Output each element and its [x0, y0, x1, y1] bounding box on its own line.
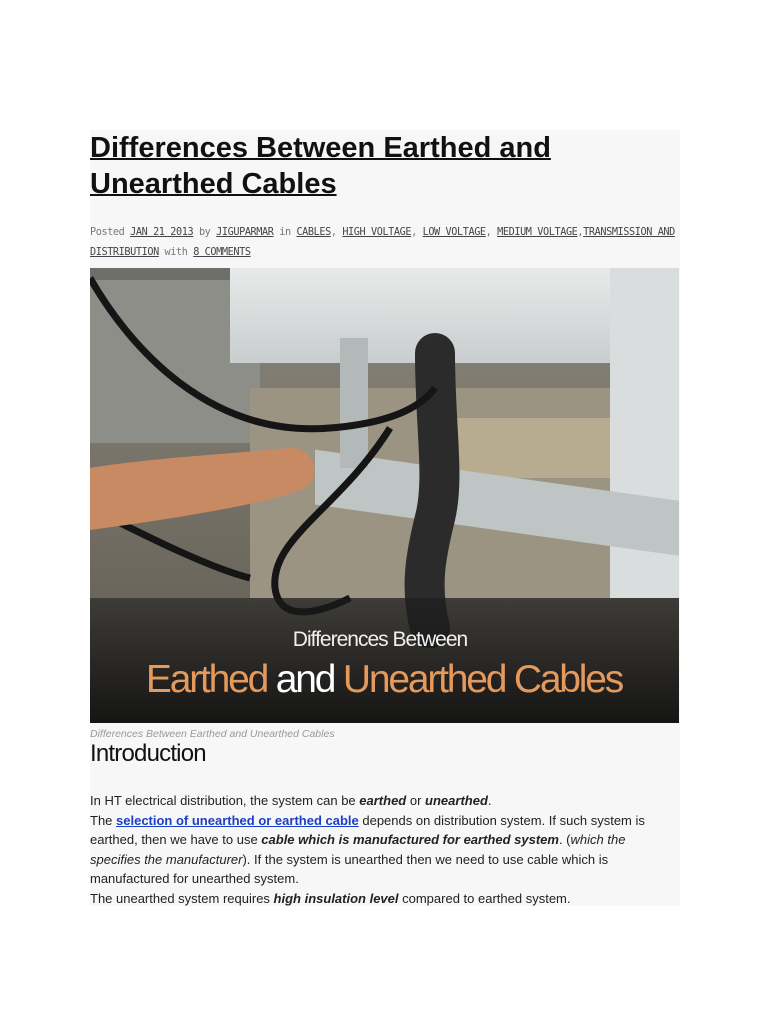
- with-label: with: [164, 247, 188, 258]
- article-body: [90, 791, 675, 908]
- hero-overlay-line1: Differences Between: [292, 628, 468, 651]
- svg-text:Earthed and Un: [146, 658, 624, 701]
- paragraph-1: In HT electrical distribution, the system can be earthed or unearthed.: [90, 793, 492, 808]
- selection-cable-link[interactable]: selection of unearthed or earthed cable: [116, 812, 359, 828]
- category-link-high-voltage[interactable]: HIGH VOLTAGE: [342, 227, 412, 238]
- hero-overlay-earthed: Earthed: [145, 658, 268, 701]
- category-link-medium-voltage[interactable]: MEDIUM VOLTAGE: [497, 227, 578, 238]
- article-title[interactable]: [90, 130, 650, 202]
- paragraph-2: The selection of unearthed or earthed cable depends on distribution system. If such system is earthed, then we have to use cable which is manufactured for earthed system. (which the specifies the manufacturer). If the system is unearthed then we need to use cable which is manufactured for unearthed system.: [90, 812, 645, 886]
- posted-label: Posted: [90, 227, 125, 238]
- section-heading: Introduction: [90, 740, 206, 767]
- paragraph-3: The unearthed system requires high insulation level compared to earthed system.: [90, 890, 571, 906]
- article-title-link[interactable]: Differences Between Earthed and Unearthed Cables: [90, 132, 551, 200]
- by-label: by: [198, 227, 211, 238]
- author-link[interactable]: JIGUPARMAR: [216, 227, 274, 238]
- category-link-cables[interactable]: CABLES: [296, 227, 331, 238]
- hero-image: [90, 268, 679, 723]
- category-link-transmission[interactable]: TRANSMISSION AND DISTRIBUTION: [90, 227, 675, 258]
- post-date-link[interactable]: JAN 21 2013: [130, 227, 194, 238]
- post-meta: Posted JAN 21 2013 by JIGUPARMAR in CABLES, HIGH VOLTAGE, LOW VOLTAGE, MEDIUM VOLTAGE,TRANSMISSION AND DISTRIBUTION with 8 COMMENTS: [90, 227, 675, 258]
- category-link-low-voltage[interactable]: LOW VOLTAGE: [422, 227, 486, 238]
- image-caption: Differences Between Earthed and Unearthed Cables: [90, 728, 335, 740]
- hero-overlay-unearthed: Unearthed Cables: [342, 658, 623, 701]
- article-container: [90, 130, 680, 906]
- in-label: in: [279, 227, 291, 238]
- hero-overlay-and: and: [275, 658, 335, 701]
- comments-link[interactable]: 8 COMMENTS: [193, 247, 251, 258]
